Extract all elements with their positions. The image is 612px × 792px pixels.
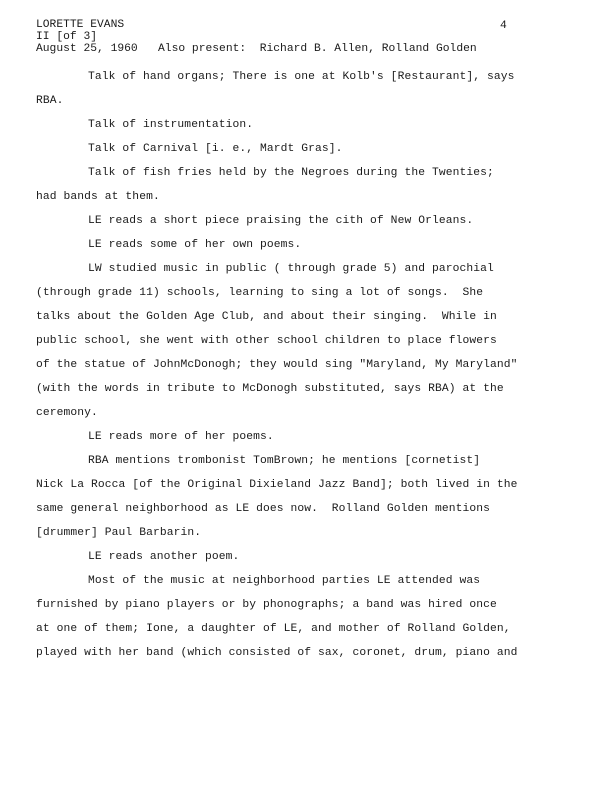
text-line: Nick La Rocca [of the Original Dixieland Jazz Band]; both lived in the	[36, 479, 518, 491]
text-line: LE reads some of her own poems.	[88, 239, 302, 251]
reel-label: II [of 3]	[36, 31, 98, 43]
text-line: had bands at them.	[36, 191, 160, 203]
text-line: (with the words in tribute to McDonogh substituted, says RBA) at the	[36, 383, 504, 395]
page-number: 4	[500, 20, 507, 32]
text-line: [drummer] Paul Barbarin.	[36, 527, 202, 539]
text-line: ceremony.	[36, 407, 98, 419]
text-line: Talk of instrumentation.	[88, 119, 254, 131]
text-line: talks about the Golden Age Club, and about their singing. While in	[36, 311, 497, 323]
text-line: LE reads a short piece praising the cith of New Orleans.	[88, 215, 474, 227]
text-line: RBA.	[36, 95, 64, 107]
text-line: played with her band (which consisted of sax, coronet, drum, piano and	[36, 647, 518, 659]
text-line: at one of them; Ione, a daughter of LE, and mother of Rolland Golden,	[36, 623, 511, 635]
text-line: Talk of fish fries held by the Negroes during the Twenties;	[88, 167, 494, 179]
text-line: LW studied music in public ( through grade 5) and parochial	[88, 263, 494, 275]
date-line: August 25, 1960 Also present: Richard B. Allen, Rolland Golden	[36, 43, 477, 55]
text-line: Most of the music at neighborhood parties LE attended was	[88, 575, 481, 587]
text-line: Talk of Carnival [i. e., Mardt Gras].	[88, 143, 343, 155]
text-line: public school, she went with other school children to place flowers	[36, 335, 497, 347]
text-line: LE reads another poem.	[88, 551, 240, 563]
text-line: (through grade 11) schools, learning to sing a lot of songs. She	[36, 287, 484, 299]
text-line: same general neighborhood as LE does now. Rolland Golden mentions	[36, 503, 491, 515]
text-line: LE reads more of her poems.	[88, 431, 274, 443]
text-line: RBA mentions trombonist TomBrown; he mentions [cornetist]	[88, 455, 481, 467]
text-line: furnished by piano players or by phonographs; a band was hired once	[36, 599, 497, 611]
text-line: Talk of hand organs; There is one at Kolb's [Restaurant], says	[88, 71, 515, 83]
interviewee-name: LORETTE EVANS	[36, 19, 125, 31]
text-line: of the statue of JohnMcDonogh; they would sing "Maryland, My Maryland"	[36, 359, 518, 371]
